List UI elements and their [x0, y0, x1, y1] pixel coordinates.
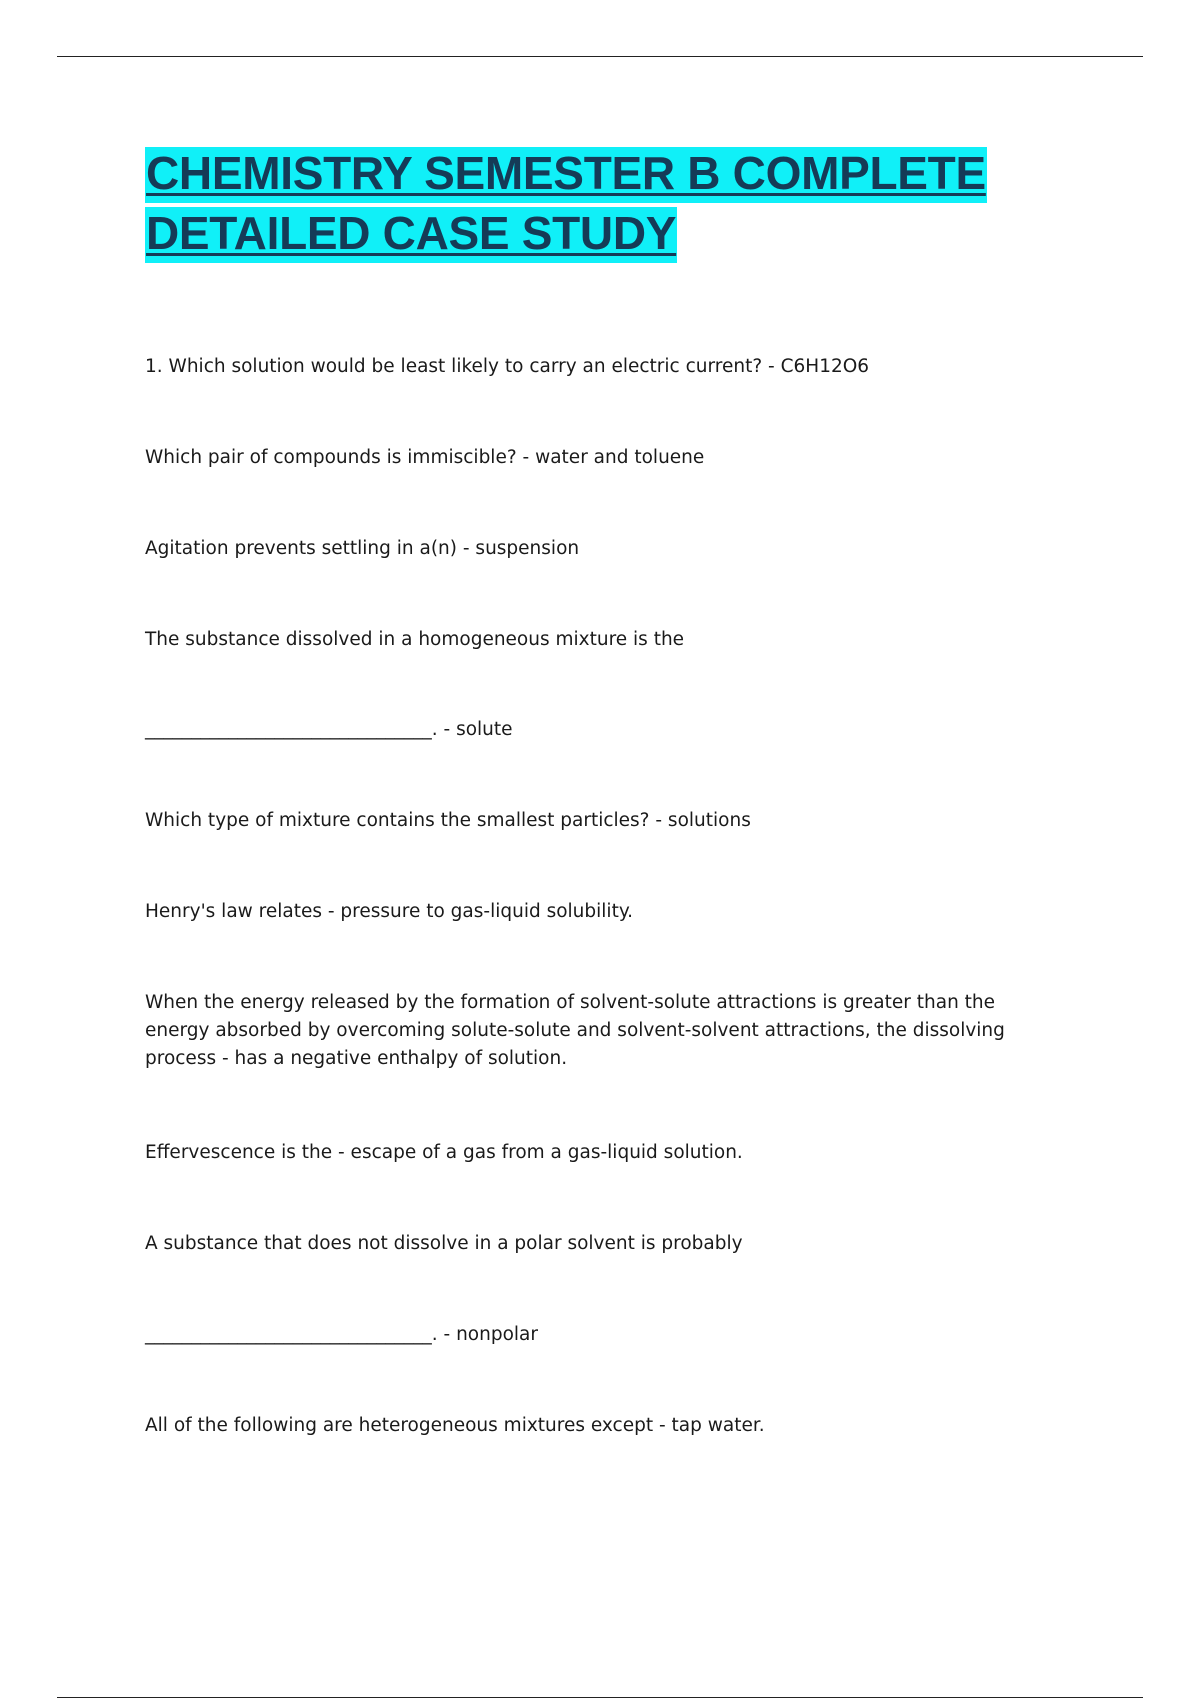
document-title: [145, 143, 1085, 263]
qa-item-2: Which pair of compounds is immiscible? - water and toluene: [145, 447, 705, 468]
qa-item-4-prompt: The substance dissolved in a homogeneous mixture is the: [145, 629, 685, 650]
qa-item-8: Effervescence is the - escape of a gas from a gas-liquid solution.: [145, 1142, 743, 1163]
qa-item-6: Henry's law relates - pressure to gas-liquid solubility.: [145, 901, 634, 922]
qa-item-10: All of the following are heterogeneous mixtures except - tap water.: [145, 1415, 765, 1436]
top-divider: [57, 56, 1143, 57]
qa-item-7: When the energy released by the formation of solvent-solute attractions is greater than the energy absorbed by overcoming solute-solute and solvent-solvent attractions, the dissolving process - has a negative enthalpy of solution.: [145, 992, 1005, 1069]
qa-item-4-answer: _______________________________. - solute: [145, 719, 513, 740]
qa-item-1: 1. Which solution would be least likely to carry an electric current? - C6H12O6: [145, 356, 870, 377]
title-line-1: CHEMISTRY SEMESTER B COMPLETE: [145, 147, 987, 203]
qa-item-5: Which type of mixture contains the smallest particles? - solutions: [145, 810, 751, 831]
qa-item-9-answer: _______________________________. - nonpolar: [145, 1324, 538, 1345]
title-line-2: DETAILED CASE STUDY: [145, 207, 677, 263]
qa-item-9-prompt: A substance that does not dissolve in a polar solvent is probably: [145, 1233, 743, 1254]
bottom-divider: [57, 1697, 1143, 1698]
qa-item-3: Agitation prevents settling in a(n) - suspension: [145, 538, 580, 559]
